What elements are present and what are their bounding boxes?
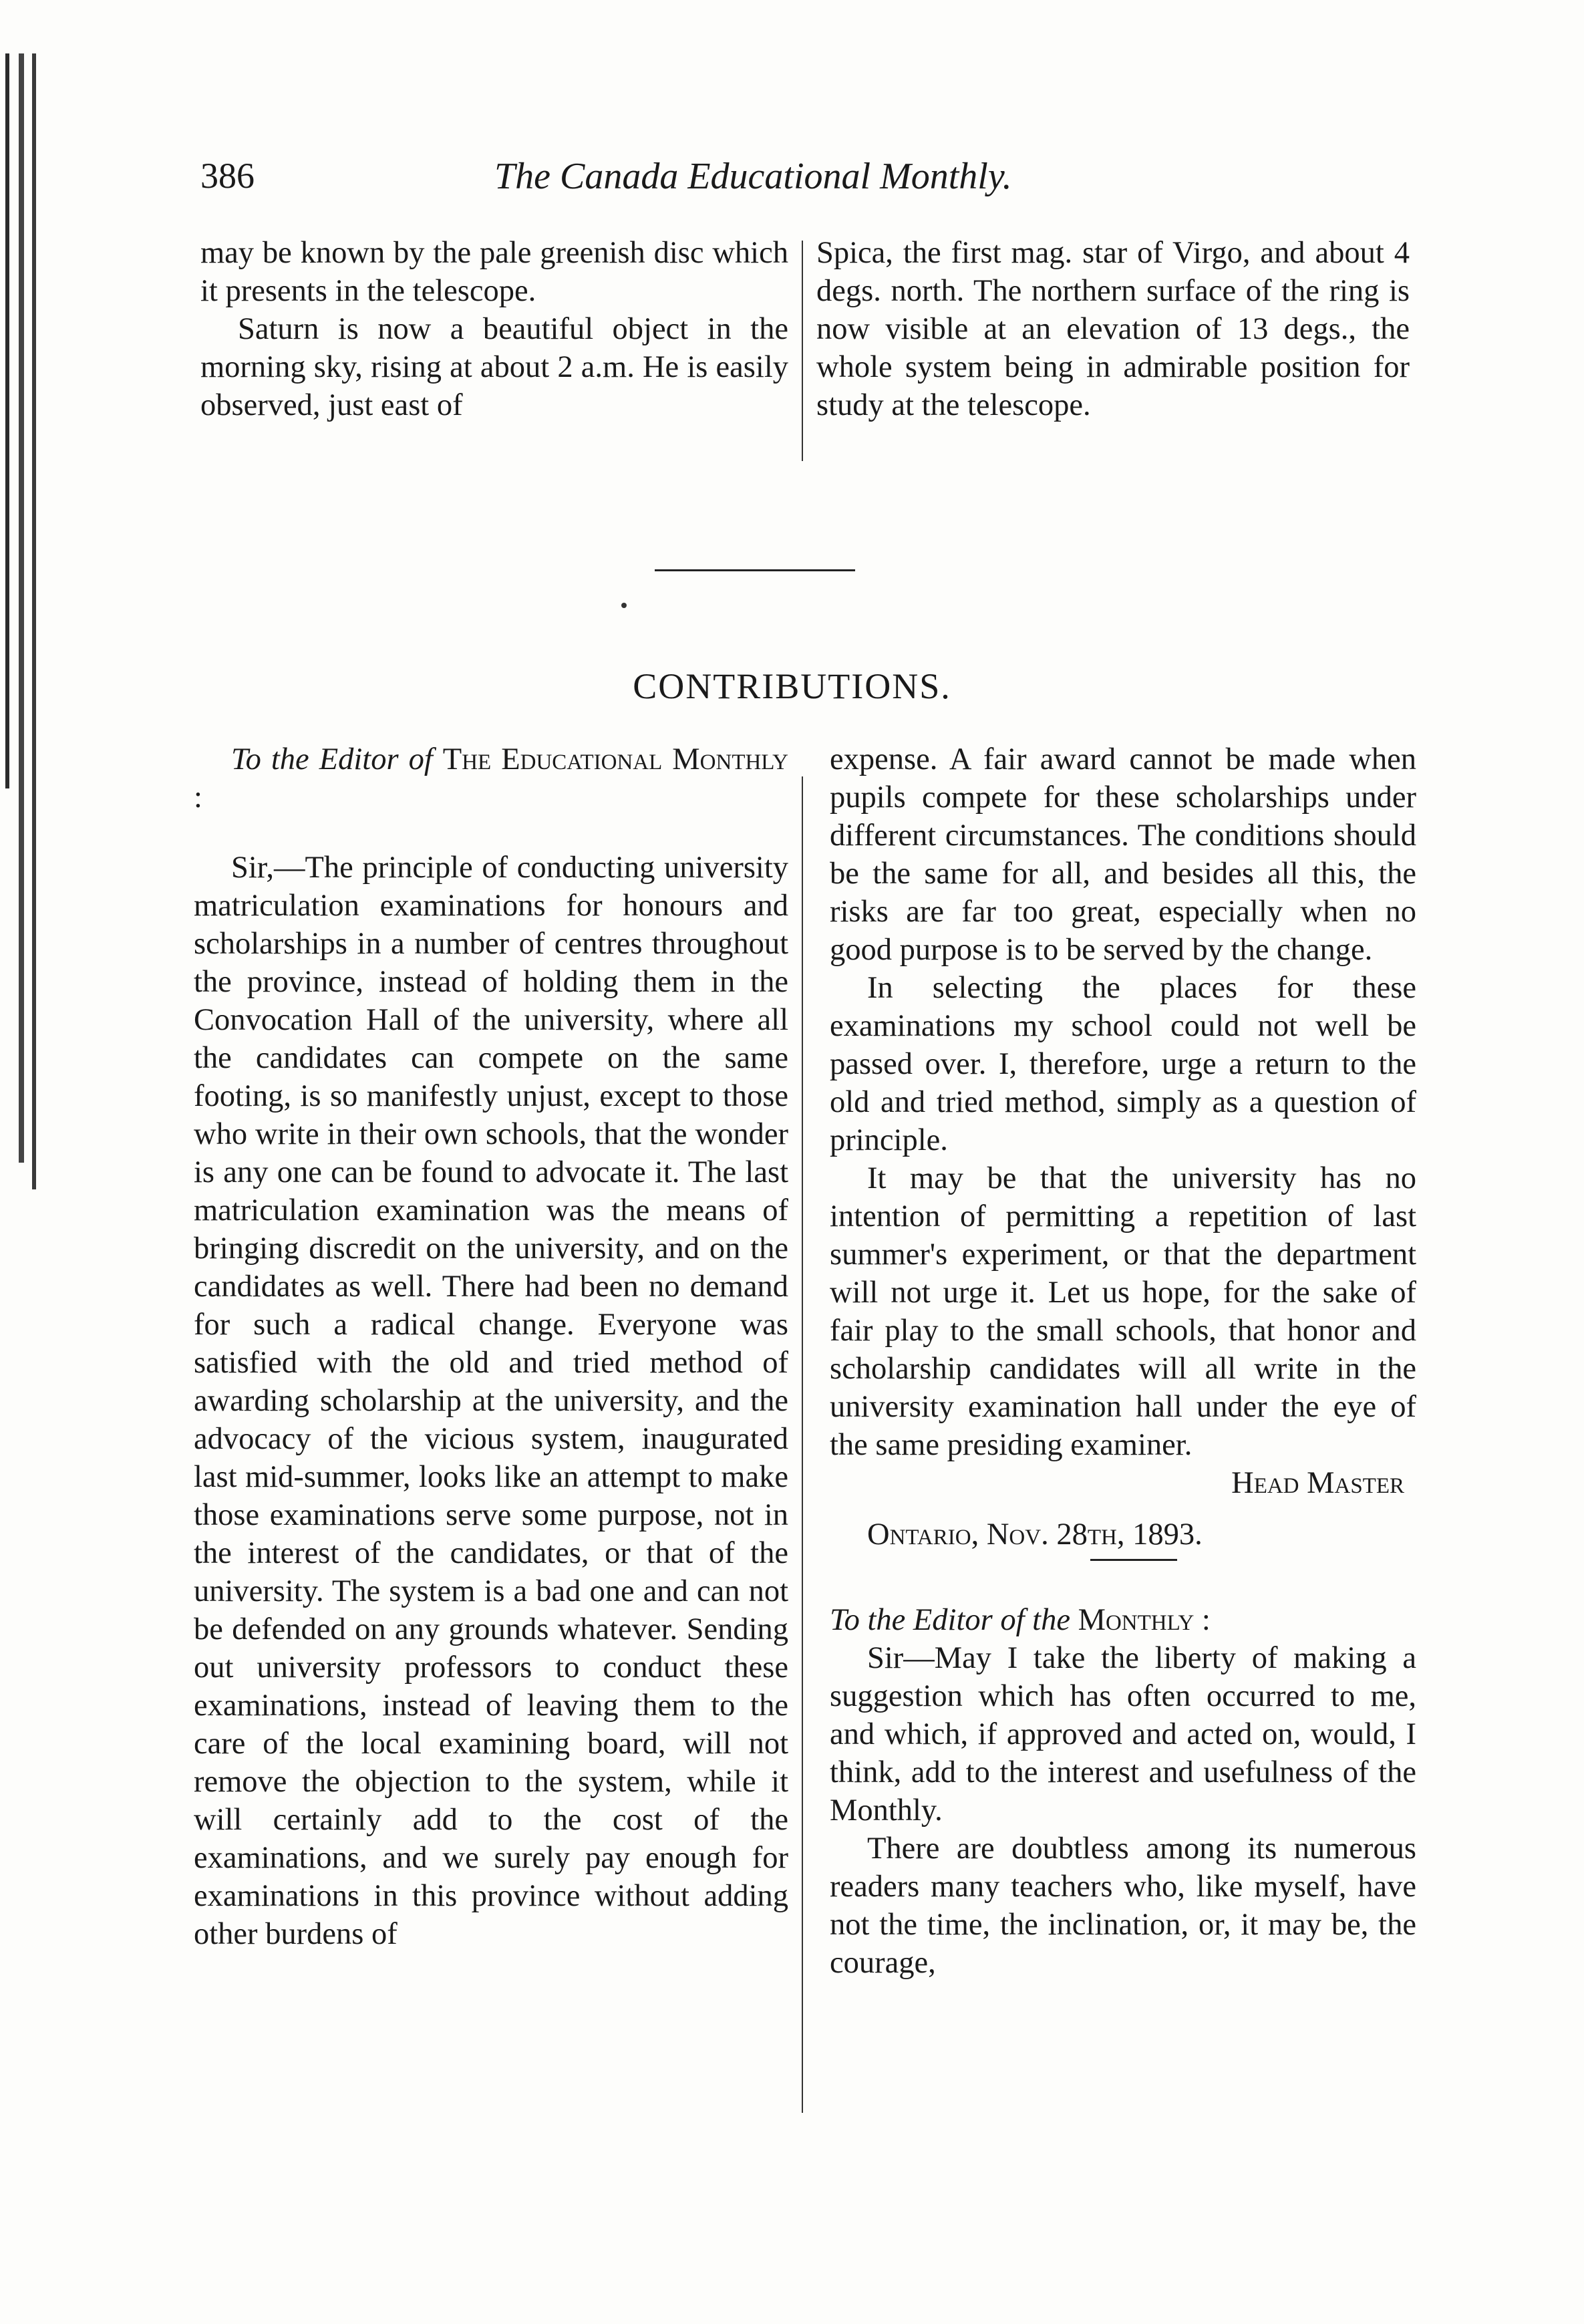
paragraph: In selecting the places for these examinations my school could not well be passed over. I, therefore, urge a return to the old and tried method, simply as a question of principle. [830,971,1416,1157]
paragraph: expense. A fair award cannot be made when pupils compete for these scholarships under different circumstances. The conditions should be the same for all, and besides all this, the risks are far too great, especially when no good purpose is to be served by the change. [830,742,1416,967]
column-divider [802,241,803,461]
signature: Head Master [1231,1466,1404,1500]
paragraph: There are doubtless among its numerous readers many teachers who, like myself, have not the time, the inclination, or, it may be, the courage, [830,1832,1416,1980]
letter2-salutation [830,1601,1416,1639]
binding-edge [0,53,40,1163]
binding-line [19,53,24,1163]
top-left-column [200,234,788,424]
section-title: CONTRIBUTIONS. [633,666,951,706]
running-title: The Canada Educational Monthly. [494,156,1012,197]
binding-line [32,53,36,1189]
salutation-caps: The Educational Monthly : [194,742,788,815]
scan-speck [621,603,627,608]
paragraph: Sir,—The principle of conducting university matriculation examinations for honours and scholarships in a number of centres throughout the province, instead of holding them in the Convocation Hall of the university, where all the candidates can compete on the same footing, is so manifestly unjust, except to those who write in their own schools, that the wonder is any one can be found to advocate it. The last matriculation examination was the means of bringing discredit on the university, and on the candidates as well. There had been no demand for such a radical change. Everyone was satisfied with the old and tried method of awarding scholarship at the university, and the advocacy of the vicious system, inaugurated last mid-summer, looks like an attempt to make those examinations serve some purpose, not in the interest of the candidates, or that of the university. The system is a bad one and can not be defended on any grounds whatever. Sending out university professors to conduct these examinations, instead of leaving them to the care of the local examining board, will not remove the objection to the system, while it will certainly add to the cost of the examinations, and we surely pay enough for examinations in this province without adding other burdens of [194,851,788,1951]
salutation-italic: To the Editor of [231,742,433,776]
letter1-right-column [830,740,1416,1982]
page-header [200,155,1203,208]
paragraph: Sir—May I take the liberty of making a suggestion which has often occurred to me, and which, if approved and acted on, would, I think, add to the interest and usefulness of the Monthly. [830,1641,1416,1828]
salutation-caps: Monthly : [1078,1603,1211,1637]
section-separator [655,569,855,571]
page-number: 386 [200,156,255,196]
salutation-italic: To the Editor of the [830,1603,1070,1637]
spacer [830,1502,1416,1515]
spacer [194,817,788,849]
letter-separator [1090,1559,1177,1561]
paragraph: Saturn is now a beautiful object in the morning sky, rising at about 2 a.m. He is easily observed, just east of [200,312,788,422]
paragraph: It may be that the university has no intention of permitting a repetition of last summer's experiment, or that the department will not urge it. Let us hope, for the sake of fair play to the small schools, that honor and scholarship candidates will all write in the university examination hall under the eye of the same presiding examiner. [830,1161,1416,1462]
letter1-left-column [194,740,788,1953]
column-divider [802,776,803,2113]
letter1-salutation [194,740,788,817]
paragraph: Spica, the first mag. star of Virgo, and about 4 degs. north. The northern surface of the ring is now visible at an elevation of 13 degs., the whole system being in admirable position for study at the telescope. [816,236,1410,422]
dateline: Ontario, Nov. 28th, 1893. [867,1517,1203,1552]
paragraph: may be known by the pale greenish disc which it presents in the telescope. [200,236,788,308]
top-right-column [816,234,1410,424]
